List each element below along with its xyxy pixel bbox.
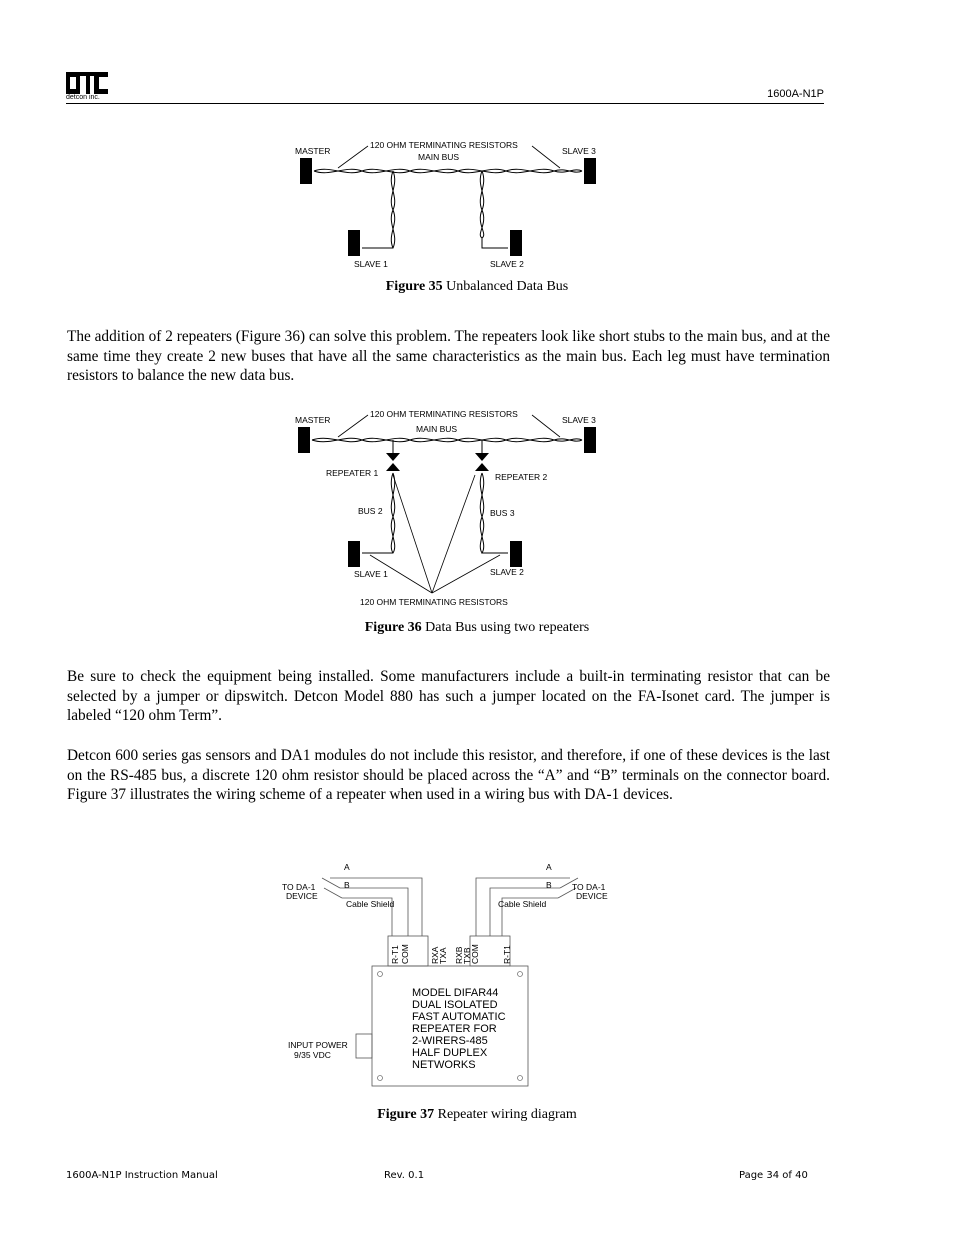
label-master: MASTER [295, 415, 331, 425]
figure-37-diagram [280, 858, 620, 1093]
svg-text:DUAL ISOLATED: DUAL ISOLATED [412, 999, 498, 1011]
label-to-device-left-2: DEVICE [286, 891, 318, 901]
label-rxb: RXB [454, 946, 464, 964]
label-shield-left: Cable Shield [346, 899, 395, 909]
master-device [298, 427, 310, 453]
label-slave3: SLAVE 3 [562, 146, 596, 156]
figure-37-caption: Figure 37 Repeater wiring diagram [377, 1107, 577, 1122]
svg-text:MODEL DIFAR44: MODEL DIFAR44 [412, 987, 499, 999]
label-slave1: SLAVE 1 [354, 259, 388, 269]
company-name: detcon inc. [66, 94, 100, 101]
svg-text:2-WIRERS-485: 2-WIRERS-485 [412, 1035, 488, 1047]
label-b-left: B [344, 880, 350, 890]
document-id: 1600A-N1P [767, 88, 824, 100]
label-resistors-top: 120 OHM TERMINATING RESISTORS [370, 409, 518, 419]
label-slave2: SLAVE 2 [490, 259, 524, 269]
label-b-right: B [546, 880, 552, 890]
master-device [300, 158, 312, 184]
slave1-device [348, 541, 360, 567]
label-resistors-bottom: 120 OHM TERMINATING RESISTORS [360, 597, 508, 607]
model-text [412, 987, 506, 1071]
header-rule [66, 103, 824, 104]
footer-page-number: Page 34 of 40 [739, 1170, 808, 1181]
label-main-bus: MAIN BUS [416, 424, 458, 434]
slave1-device [348, 230, 360, 256]
label-main-bus: MAIN BUS [418, 152, 460, 162]
repeater-symbols [386, 453, 489, 471]
label-shield-right: Cable Shield [498, 899, 547, 909]
label-to-device-right-1: TO DA-1 [572, 882, 606, 892]
label-slave3: SLAVE 3 [562, 415, 596, 425]
label-rxa: RXA [430, 946, 440, 964]
label-repeater1: REPEATER 1 [326, 468, 379, 478]
svg-text:HALF DUPLEX: HALF DUPLEX [412, 1047, 488, 1059]
svg-text:NETWORKS: NETWORKS [412, 1059, 476, 1071]
label-term-right: R-T1 [502, 945, 512, 964]
slave3-device [584, 427, 596, 453]
figure-35-diagram [290, 138, 610, 273]
label-input-power-2: 9/35 VDC [294, 1050, 331, 1060]
svg-text:FAST AUTOMATIC: FAST AUTOMATIC [412, 1011, 506, 1023]
label-master: MASTER [295, 146, 331, 156]
footer-manual-title: 1600A-N1P Instruction Manual [66, 1170, 218, 1181]
label-slave1: SLAVE 1 [354, 569, 388, 579]
label-to-device-right-2: DEVICE [576, 891, 608, 901]
svg-text:REPEATER FOR: REPEATER FOR [412, 1023, 497, 1035]
label-com-left: COM [400, 944, 410, 964]
label-resistors: 120 OHM TERMINATING RESISTORS [370, 140, 518, 150]
label-bus3: BUS 3 [490, 508, 515, 518]
footer-revision: Rev. 0.1 [384, 1170, 425, 1181]
label-txa: TXA [438, 947, 448, 964]
figure-35-caption: Figure 35 Unbalanced Data Bus [385, 279, 569, 294]
label-a-right: A [546, 862, 552, 872]
slave3-device [584, 158, 596, 184]
label-term-left: R-T1 [390, 945, 400, 964]
label-repeater2: REPEATER 2 [495, 472, 548, 482]
label-a-left: A [344, 862, 350, 872]
main-bus-cable [312, 438, 582, 553]
slave2-device [510, 230, 522, 256]
label-to-device-left-1: TO DA-1 [282, 882, 316, 892]
label-com-right: COM [470, 944, 480, 964]
figure-36-diagram [290, 405, 610, 610]
figure-36-caption: Figure 36 Data Bus using two repeaters [364, 620, 590, 635]
paragraph-terminating-resistor: Be sure to check the equipment being installed. Some manufacturers include a built-in terminating resistor that can be selected by a jumper or dipswitch. Detcon Model 880 has such a jumper located on the FA-Isonet card. The jumper is labeled “120 ohm Term”. [67, 668, 830, 725]
label-bus2: BUS 2 [358, 506, 383, 516]
slave2-device [510, 541, 522, 567]
label-slave2: SLAVE 2 [490, 567, 524, 577]
label-input-power-1: INPUT POWER [288, 1040, 348, 1050]
paragraph-repeaters: The addition of 2 repeaters (Figure 36) can solve this problem. The repeaters look like short stubs to the main bus, and at the same time they create 2 new buses that have all the same characteristics as the main bus. Each leg must have termination resistors to balance the new data bus. [67, 328, 830, 385]
paragraph-da1-modules: Detcon 600 series gas sensors and DA1 modules do not include this resistor, and therefore, if one of these devices is the last on the RS-485 bus, a discrete 120 ohm resistor should be placed across the “A” and “B” terminals on the connector board. Figure 37 illustrates the wiring scheme of a repeater when used in a wiring bus with DA-1 devices. [67, 747, 830, 804]
label-txb: TXB [462, 947, 472, 964]
